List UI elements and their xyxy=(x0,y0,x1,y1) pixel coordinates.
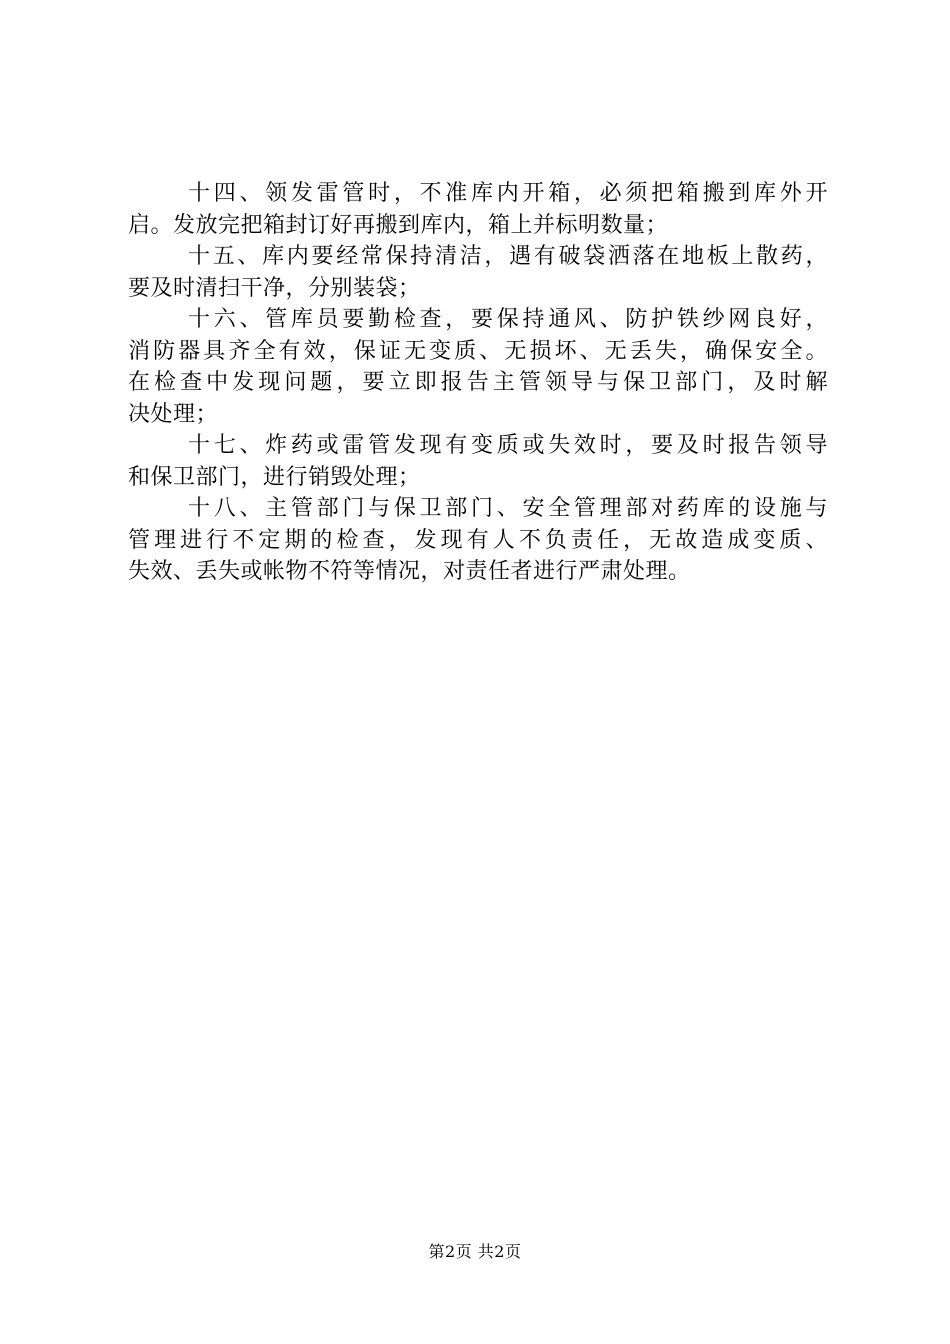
text-line: 十五、库内要经常保持清洁，遇有破袋洒落在地板上散药， xyxy=(188,244,828,269)
text-line: 要及时清扫干净，分别装袋； xyxy=(128,275,421,301)
text-line: 和保卫部门，进行销毁处理； xyxy=(128,464,421,490)
text-line: 消防器具齐全有效，保证无变质、无损坏、无丢失，确保安全。 xyxy=(128,338,828,364)
text-line: 在检查中发现问题，要立即报告主管领导与保卫部门，及时解 xyxy=(128,370,828,395)
text-line: 十四、领发雷管时，不准库内开箱，必须把箱搬到库外开 xyxy=(188,181,828,206)
text-line: 十六、管库员要勤检查，要保持通风、防护铁纱网良好， xyxy=(188,307,828,332)
text-line: 启。发放完把箱封订好再搬到库内，箱上并标明数量； xyxy=(128,212,669,238)
text-line: 决处理； xyxy=(128,401,219,427)
document-body xyxy=(128,178,828,588)
page-number-footer: 第2页 共2页 xyxy=(428,1242,522,1261)
text-line: 十八、主管部门与保卫部门、安全管理部对药库的设施与 xyxy=(188,496,828,521)
text-line: 管理进行不定期的检查，发现有人不负责任，无故造成变质、 xyxy=(128,527,828,553)
text-line: 失效、丢失或帐物不符等情况，对责任者进行严肃处理。 xyxy=(128,559,691,584)
text-line: 十七、炸药或雷管发现有变质或失效时，要及时报告领导 xyxy=(188,433,828,458)
